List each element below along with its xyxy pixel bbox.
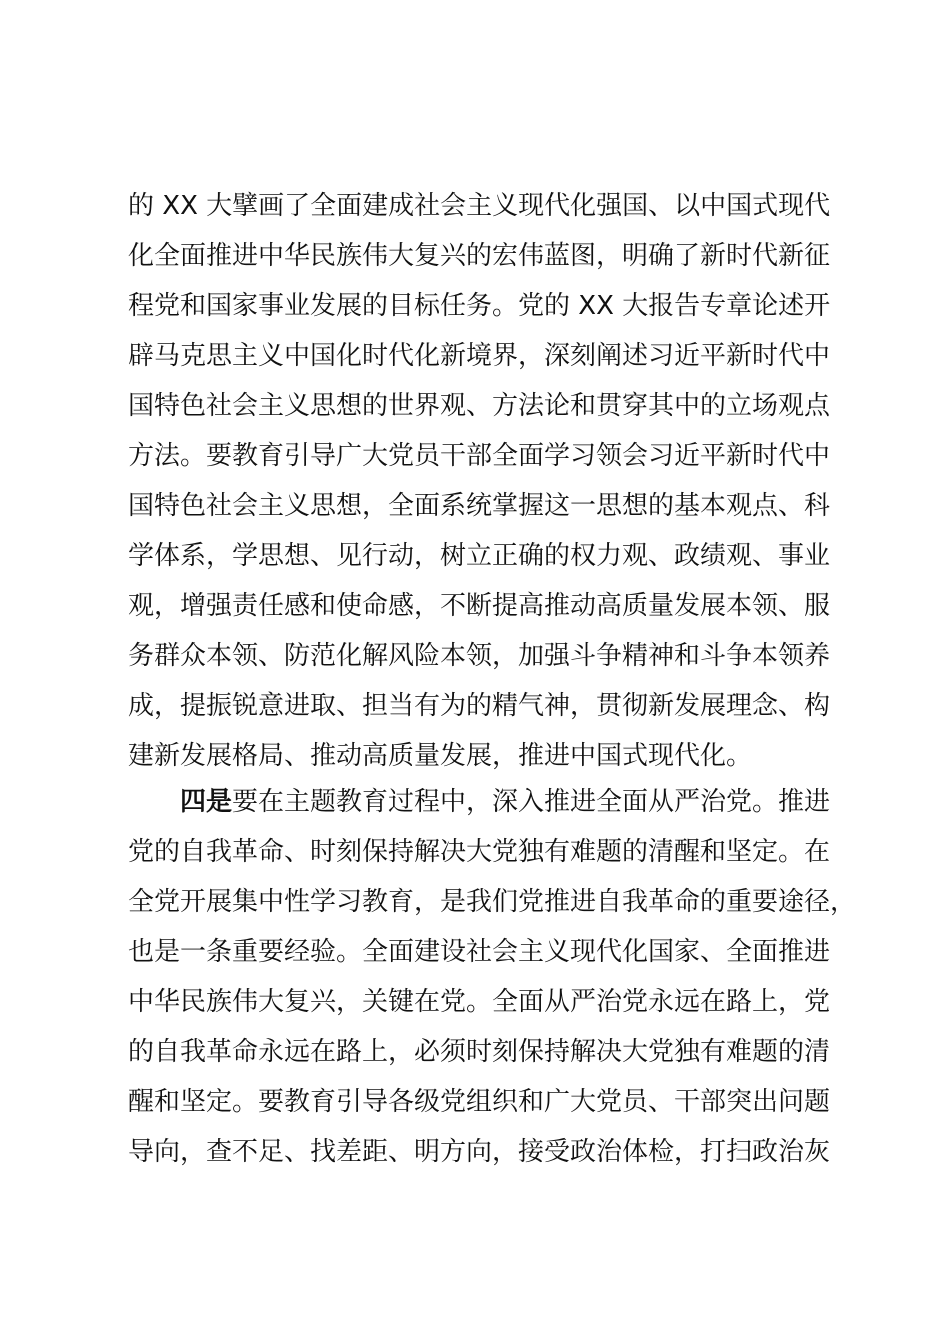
paragraph-2-line: 全党开展集中性学习教育，是我们党推进自我革命的重要途径， bbox=[128, 887, 857, 917]
paragraph-2-lead: 四是 bbox=[180, 787, 233, 817]
paragraph-1-line: 的 XX 大擘画了全面建成社会主义现代化强国、以中国式现代 bbox=[128, 191, 831, 221]
paragraph-2-line: 中华民族伟大复兴，关键在党。全面从严治党永远在路上，党 bbox=[128, 987, 831, 1017]
paragraph-1-line: 方法。要教育引导广大党员干部全面学习领会习近平新时代中 bbox=[128, 441, 831, 471]
paragraph-2-line: 导向，查不足、找差距、明方向，接受政治体检，打扫政治灰 bbox=[128, 1137, 831, 1167]
paragraph-1-line: 国特色社会主义思想，全面系统掌握这一思想的基本观点、科 bbox=[128, 491, 831, 521]
paragraph-1-line: 建新发展格局、推动高质量发展，推进中国式现代化。 bbox=[128, 741, 753, 771]
paragraph-2-first-line bbox=[128, 777, 830, 827]
paragraph-2-line: 醒和坚定。要教育引导各级党组织和广大党员、干部突出问题 bbox=[128, 1087, 831, 1117]
paragraph-1-line: 务群众本领、防范化解风险本领，加强斗争精神和斗争本领养 bbox=[128, 641, 831, 671]
paragraph-1-line: 化全面推进中华民族伟大复兴的宏伟蓝图，明确了新时代新征 bbox=[128, 241, 831, 271]
paragraph-1-line: 成，提振锐意进取、担当有为的精气神，贯彻新发展理念、构 bbox=[128, 691, 831, 721]
paragraph-1-line: 程党和国家事业发展的目标任务。党的 XX 大报告专章论述开 bbox=[128, 291, 831, 321]
paragraph-2-first-line-text: 要在主题教育过程中，深入推进全面从严治党。推进 bbox=[232, 787, 831, 817]
paragraph-1-line: 观，增强责任感和使命感，不断提高推动高质量发展本领、服 bbox=[128, 591, 831, 621]
paragraph-1-line: 国特色社会主义思想的世界观、方法论和贯穿其中的立场观点 bbox=[128, 391, 831, 421]
paragraph-2-line: 的自我革命永远在路上，必须时刻保持解决大党独有难题的清 bbox=[128, 1037, 831, 1067]
paragraph-2-line: 党的自我革命、时刻保持解决大党独有难题的清醒和坚定。在 bbox=[128, 837, 831, 867]
paragraph-1-line: 学体系，学思想、见行动，树立正确的权力观、政绩观、事业 bbox=[128, 541, 831, 571]
paragraph-1-line: 辟马克思主义中国化时代化新境界，深刻阐述习近平新时代中 bbox=[128, 341, 831, 371]
paragraph-2-line: 也是一条重要经验。全面建设社会主义现代化国家、全面推进 bbox=[128, 937, 831, 967]
